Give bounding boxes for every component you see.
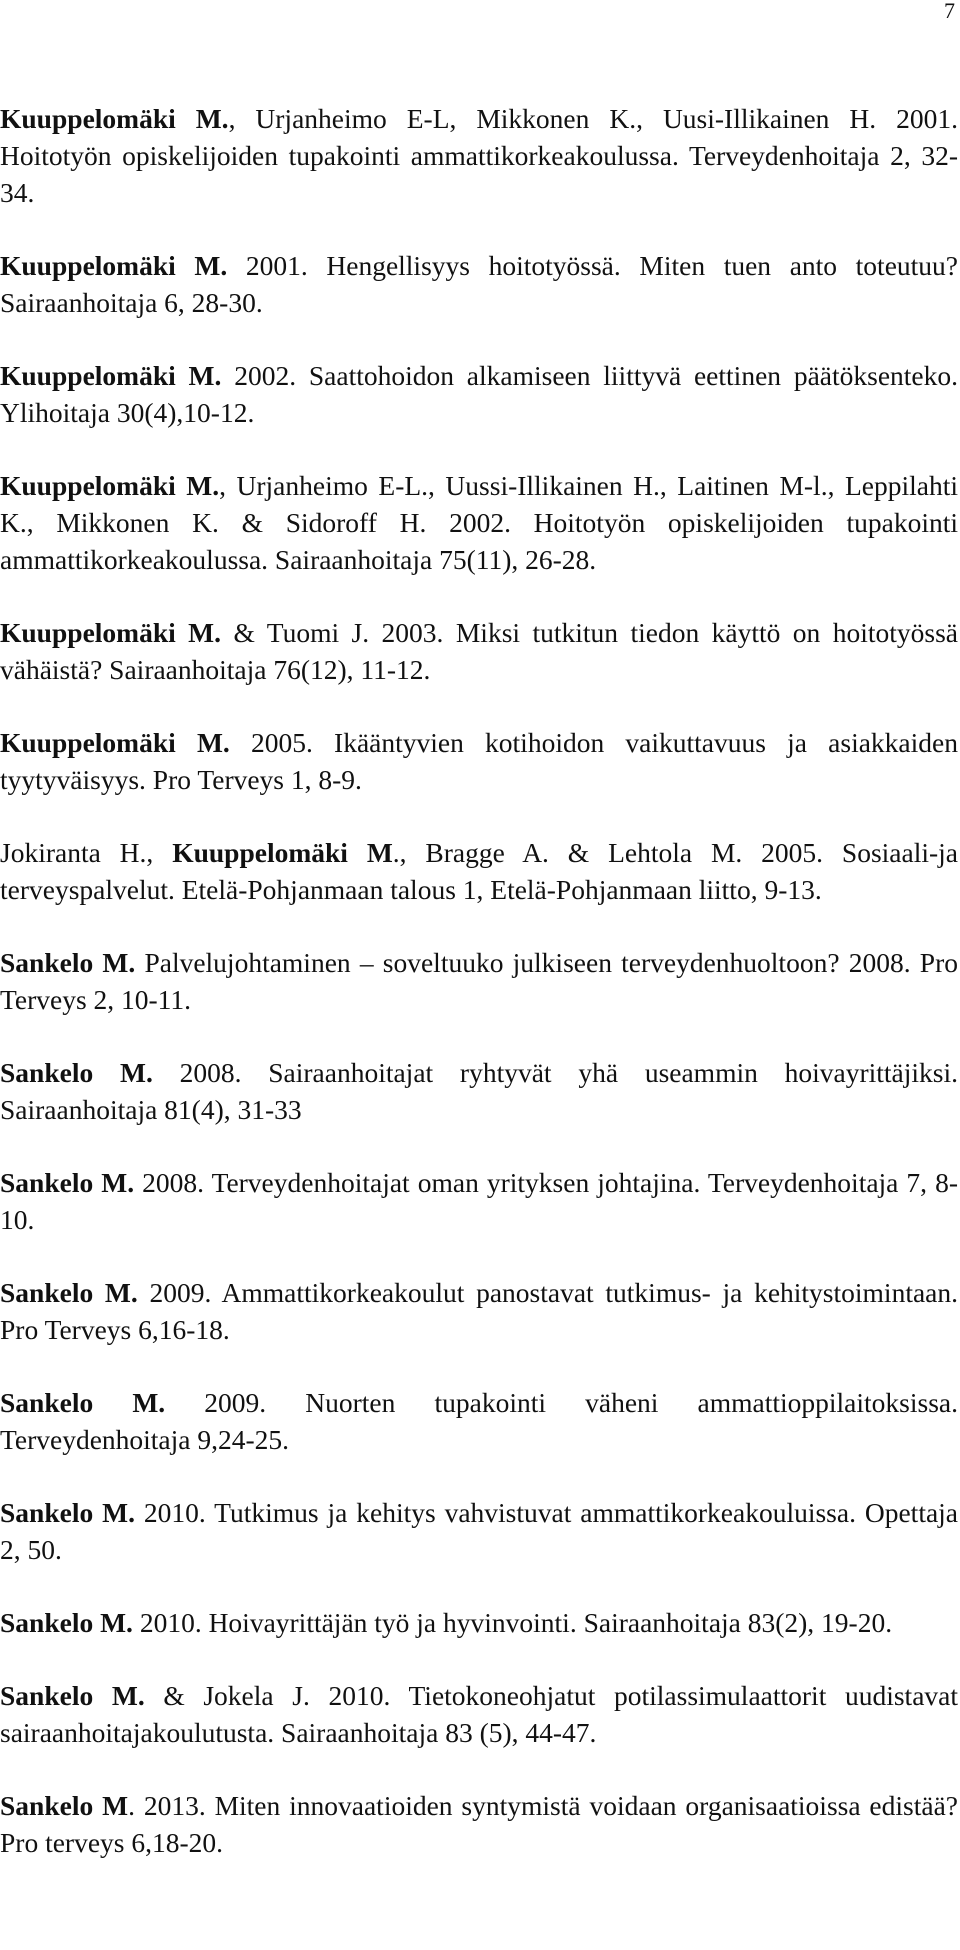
reference-author: Sankelo M. (0, 1607, 133, 1638)
reference-item (0, 100, 958, 211)
reference-author: Sankelo M. (0, 1277, 138, 1308)
reference-item (0, 1604, 958, 1641)
reference-author: Kuuppelomäki M. (0, 360, 222, 391)
reference-author: Kuuppelomäki M. (0, 470, 220, 501)
reference-author: Kuuppelomäki M. (0, 250, 228, 281)
reference-text: 2002. Saattohoidon alkamiseen liittyvä eettinen päätöksenteko. Ylihoitaja 30(4),10-12. (0, 360, 958, 428)
reference-author: Sankelo M (0, 1790, 129, 1821)
reference-text: 2008. Terveydenhoitajat oman yrityksen johtajina. Terveydenhoitaja 7, 8-10. (0, 1167, 958, 1235)
reference-item (0, 1494, 958, 1568)
reference-item (0, 1164, 958, 1238)
reference-item (0, 467, 958, 578)
reference-item (0, 614, 958, 688)
reference-item (0, 1274, 958, 1348)
reference-item (0, 1677, 958, 1751)
reference-coauthors: Jokiranta H., (0, 837, 173, 868)
reference-text: 2008. Sairaanhoitajat ryhtyvät yhä useammin hoivayrittäjiksi. Sairaanhoitaja 81(4), 31-33 (0, 1057, 958, 1125)
reference-text: . 2013. Miten innovaatioiden syntymistä voidaan organisaatioissa edistää? Pro terveys 6,18-20. (0, 1790, 958, 1858)
reference-item (0, 247, 958, 321)
reference-text: ., Bragge A. & Lehtola M. 2005. Sosiaali-ja terveyspalvelut. Etelä-Pohjanmaan talous 1, Etelä-Pohjanmaan liitto, 9-13. (0, 837, 958, 905)
reference-item (0, 1054, 958, 1128)
reference-text: 2009. Nuorten tupakointi väheni ammattioppilaitoksissa. Terveydenhoitaja 9,24-25. (0, 1387, 958, 1455)
reference-text: 2010. Tutkimus ja kehitys vahvistuvat ammattikorkeakouluissa. Opettaja 2, 50. (0, 1497, 959, 1565)
reference-text: & Jokela J. 2010. Tietokoneohjatut potilassimulaattorit uudistavat sairaanhoitajakoulutusta. Sairaanhoitaja 83 (5), 44-47. (0, 1680, 959, 1748)
reference-author: Sankelo M. (0, 1057, 153, 1088)
reference-item (0, 1384, 958, 1458)
reference-item (0, 834, 958, 908)
reference-author: Kuuppelomäki M. (0, 103, 229, 134)
reference-author: Sankelo M. (0, 1680, 145, 1711)
reference-text: Palvelujohtaminen – soveltuuko julkiseen terveydenhuoltoon? 2008. Pro Terveys 2, 10-11. (0, 947, 958, 1015)
reference-item (0, 724, 958, 798)
reference-item (0, 357, 958, 431)
reference-author: Sankelo M. (0, 1167, 135, 1198)
reference-text: , Urjanheimo E-L, Mikkonen K., Uusi-Illikainen H. 2001. Hoitotyön opiskelijoiden tupakointi ammattikorkeakoulussa. Terveydenhoitaja 2, 32-34. (0, 103, 958, 208)
reference-item (0, 944, 958, 1018)
reference-text: , Urjanheimo E-L., Uussi-Illikainen H., Laitinen M-l., Leppilahti K., Mikkonen K. & Sidoroff H. 2002. Hoitotyön opiskelijoiden tupakointi ammattikorkeakoulussa. Sairaanhoitaja 75(11), 26-28. (0, 470, 958, 575)
reference-item (0, 1787, 958, 1861)
reference-author: Kuuppelomäki M. (0, 727, 230, 758)
reference-list (0, 100, 958, 1897)
reference-author: Kuuppelomäki M (172, 837, 393, 868)
reference-author: Sankelo M. (0, 1497, 135, 1528)
reference-text: & Tuomi J. 2003. Miksi tutkitun tiedon käyttö on hoitotyössä vähäistä? Sairaanhoitaja 76(12), 11-12. (0, 617, 958, 685)
reference-text: 2010. Hoivayrittäjän työ ja hyvinvointi. Sairaanhoitaja 83(2), 19-20. (132, 1607, 893, 1638)
page-number: 7 (944, 0, 955, 23)
reference-text: 2001. Hengellisyys hoitotyössä. Miten tuen anto toteutuu? Sairaanhoitaja 6, 28-30. (0, 250, 959, 318)
reference-author: Sankelo M. (0, 1387, 166, 1418)
reference-text: 2005. Ikääntyvien kotihoidon vaikuttavuus ja asiakkaiden tyytyväisyys. Pro Terveys 1, 8-9. (0, 727, 958, 795)
reference-author: Kuuppelomäki M. (0, 617, 222, 648)
reference-text: 2009. Ammattikorkeakoulut panostavat tutkimus- ja kehitystoimintaan. Pro Terveys 6,16-18. (0, 1277, 958, 1345)
reference-author: Sankelo M. (0, 947, 136, 978)
